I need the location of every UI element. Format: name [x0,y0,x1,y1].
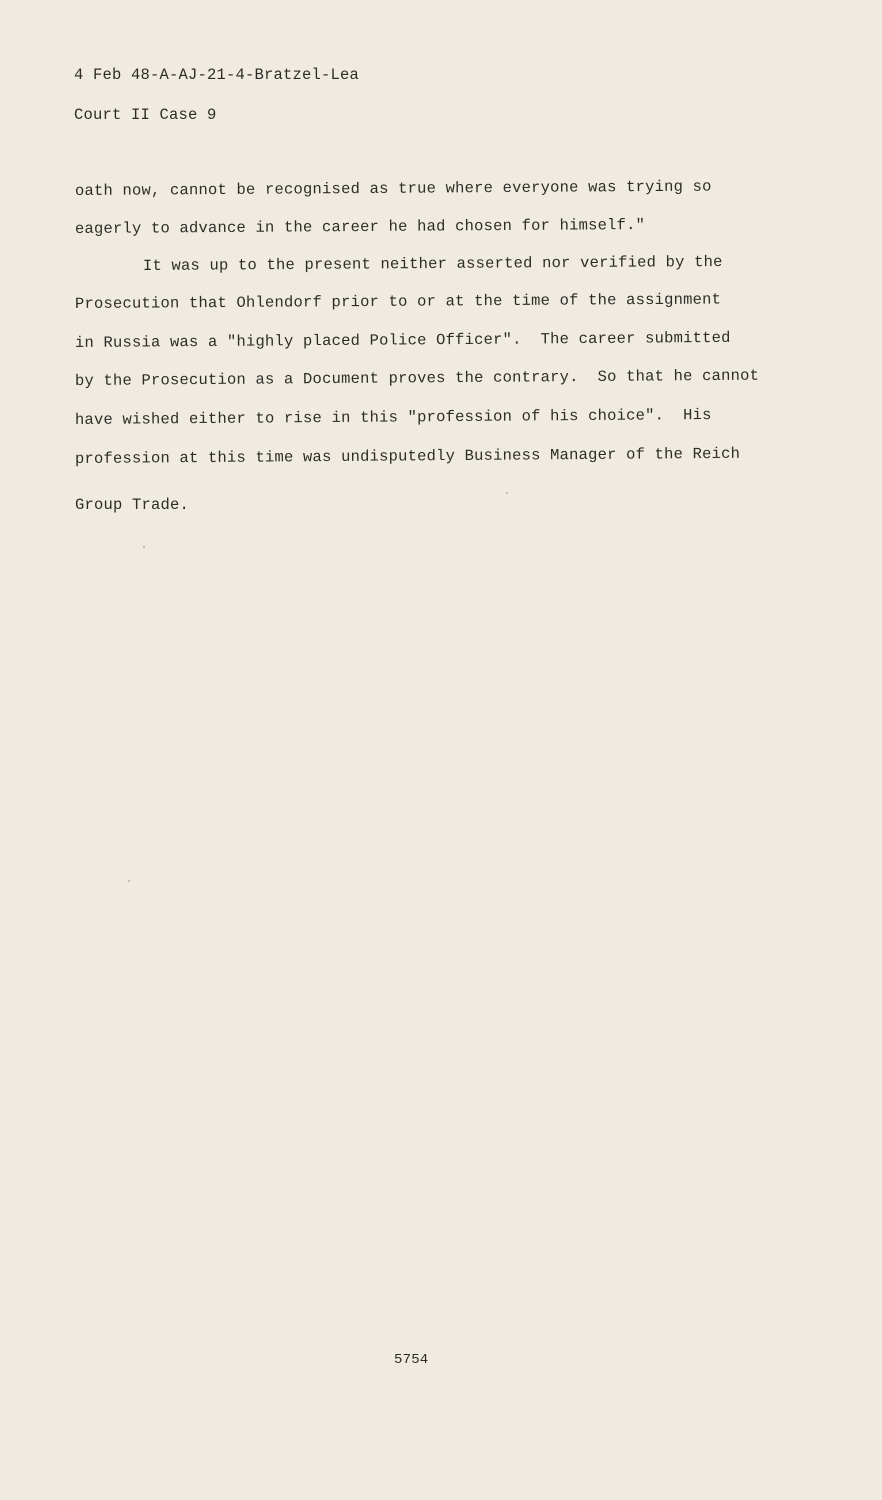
body-text-line: by the Prosecution as a Document proves the contrary. So that he cannot [74,366,760,390]
body-text-line: profession at this time was undisputedly Business Manager of the Reich [74,444,741,468]
body-text-line: It was up to the present neither asserted nor verified by the [142,252,723,275]
page-number: 5754 [394,1352,429,1368]
body-text-line: have wished either to rise in this "profession of his choice". His [74,406,712,429]
paper-speck [506,492,508,494]
court-case-label: Court II Case 9 [74,106,217,124]
paper-speck [143,546,145,548]
body-text-line: oath now, cannot be recognised as true where everyone was trying so [74,177,712,200]
body-text-line: Group Trade. [75,496,190,514]
body-text-line: in Russia was a "highly placed Police Officer". The career submitted [74,328,731,352]
document-reference: 4 Feb 48-A-AJ-21-4-Bratzel-Lea [74,66,360,84]
body-text-line: eagerly to advance in the career he had chosen for himself." [74,216,646,238]
paper-speck [128,880,130,882]
body-text-line: Prosecution that Ohlendorf prior to or at the time of the assignment [74,290,722,313]
